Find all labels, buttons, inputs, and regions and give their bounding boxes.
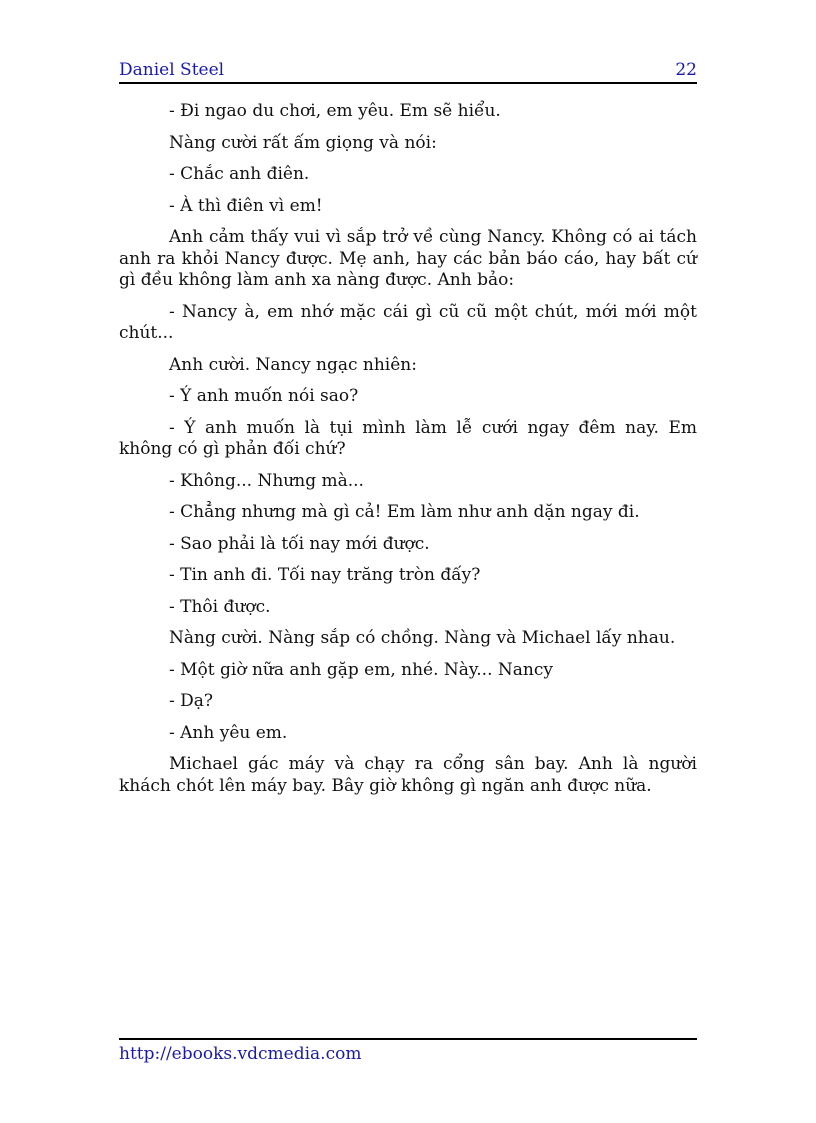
paragraph: - Một giờ nữa anh gặp em, nhé. Này... Nancy (169, 659, 553, 680)
paragraph: - Ý anh muốn nói sao? (169, 386, 359, 406)
paragraph: - Đi ngao du chơi, em yêu. Em sẽ hiểu. (169, 101, 501, 121)
page-footer (119, 1038, 697, 1064)
page-body (119, 101, 697, 807)
paragraph: - Anh yêu em. (169, 722, 288, 743)
paragraph: - À thì điên vì em! (169, 195, 323, 216)
paragraph: - Sao phải là tối nay mới được. (169, 533, 430, 554)
paragraph: - Thôi được. (169, 596, 271, 617)
paragraph: - Dạ? (169, 691, 214, 711)
paragraph: - Không... Nhưng mà... (169, 470, 364, 491)
paragraph: - Chắc anh điên. (169, 164, 310, 184)
paragraph: Michael gác máy và chạy ra cổng sân bay. Anh là người khách chót lên máy bay. Bây giờ không gì ngăn anh được nữa. (119, 754, 697, 796)
author-name: Daniel Steel (119, 60, 225, 80)
paragraph: Nàng cười. Nàng sắp có chồng. Nàng và Michael lấy nhau. (169, 628, 676, 648)
paragraph: - Chẳng nhưng mà gì cả! Em làm như anh dặn ngay đi. (169, 502, 640, 522)
paragraph: - Tin anh đi. Tối nay trăng tròn đấy? (169, 565, 481, 585)
page-header (119, 60, 697, 84)
paragraph: Anh cảm thấy vui vì sắp trở về cùng Nancy. Không có ai tách anh ra khỏi Nancy được. Mẹ anh, hay các bản báo cáo, hay bất cứ gì đều không làm anh xa nàng được. Anh bảo: (119, 227, 697, 290)
footer-url-link[interactable]: http://ebooks.vdcmedia.com (119, 1044, 362, 1064)
page-number: 22 (675, 60, 697, 80)
paragraph: Nàng cười rất ấm giọng và nói: (169, 132, 437, 153)
paragraph: Anh cười. Nancy ngạc nhiên: (169, 354, 417, 375)
paragraph: - Ý anh muốn là tụi mình làm lễ cưới ngay đêm nay. Em không có gì phản đối chứ? (119, 417, 697, 459)
paragraph: - Nancy à, em nhớ mặc cái gì cũ cũ một chút, mới mới một chút... (119, 301, 697, 343)
